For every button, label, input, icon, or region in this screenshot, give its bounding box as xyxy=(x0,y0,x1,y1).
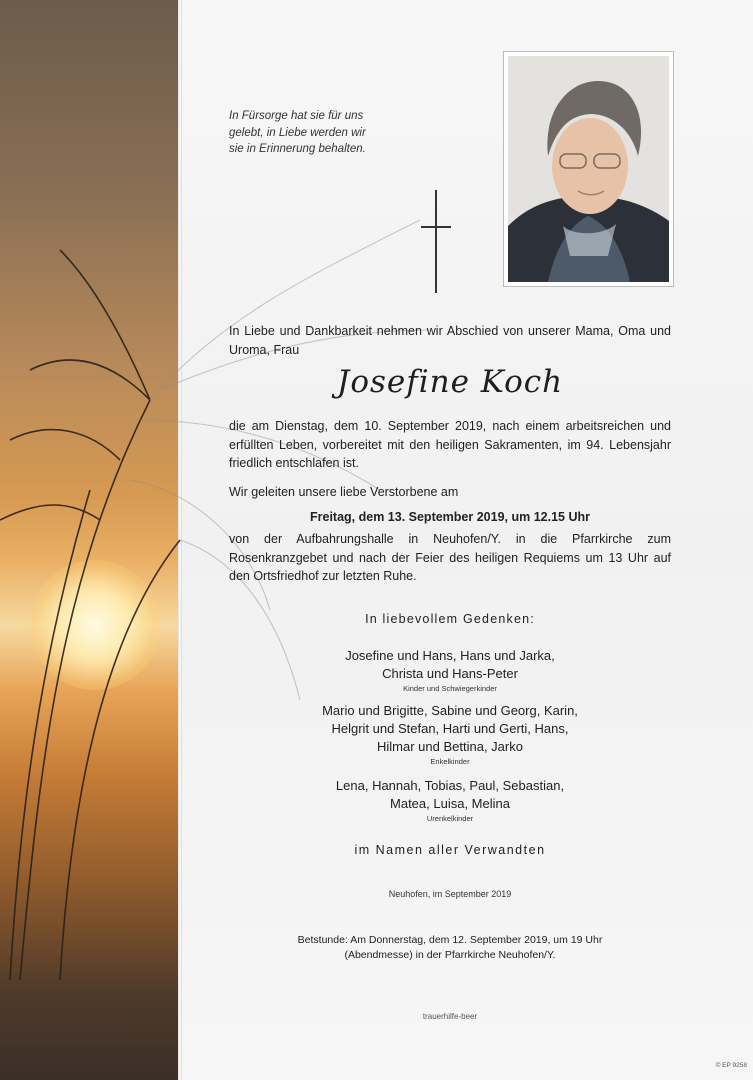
publisher-credit: trauerhilfe-beer xyxy=(422,1012,478,1021)
relatives-line: im Namen aller Verwandten xyxy=(354,843,546,857)
escort-text: Wir geleiten unsere liebe Verstorbene am xyxy=(229,485,459,499)
prayer-line: Betstunde: Am Donnerstag, dem 12. September 2019, um 19 Uhr xyxy=(297,934,603,946)
gedenken-heading: In liebevollem Gedenken: xyxy=(365,612,535,626)
family-group-children xyxy=(229,647,671,694)
deceased-name: Josefine Koch xyxy=(336,364,564,400)
relation-label: Enkelkinder xyxy=(430,757,470,766)
family-line: Mario und Brigitte, Sabine und Georg, Karin, xyxy=(322,703,578,718)
relation-label: Urenkelkinder xyxy=(426,814,474,823)
family-line: Christa und Hans-Peter xyxy=(382,666,518,681)
print-code: © EP 9258 xyxy=(715,1062,747,1069)
portrait-illustration xyxy=(508,56,669,282)
family-group-great-grandchildren xyxy=(229,777,671,824)
quote-line: gelebt, in Liebe werden wir xyxy=(229,126,366,139)
family-line: Josefine und Hans, Hans und Jarka, xyxy=(345,648,555,663)
quote-line: sie in Erinnerung behalten. xyxy=(229,143,366,155)
relation-label: Kinder und Schwiegerkinder xyxy=(403,684,497,693)
funeral-date: Freitag, dem 13. September 2019, um 12.15 Uhr xyxy=(310,510,590,524)
family-line: Lena, Hannah, Tobias, Paul, Sebastian, xyxy=(335,778,565,793)
cross-icon xyxy=(435,190,437,293)
memorial-quote xyxy=(229,108,399,158)
family-line: Matea, Luisa, Melina xyxy=(390,796,510,811)
portrait-frame xyxy=(503,51,674,287)
family-line: Helgrit und Stefan, Harti und Gerti, Hans, xyxy=(331,721,569,736)
family-line: Hilmar und Bettina, Jarko xyxy=(377,739,523,754)
quote-line: In Fürsorge hat sie für uns xyxy=(229,110,364,122)
prayer-service-info xyxy=(229,933,671,963)
procession-text: von der Aufbahrungshalle in Neuhofen/Y. in die Pfarrkirche zum Rosenkranzgebet und nach der Feier des heiligen Requiems um 13 Uhr auf den Ortsfriedhof zur letzten Ruhe. xyxy=(229,532,671,583)
portrait-photo xyxy=(508,56,669,282)
prayer-line: (Abendmesse) in der Pfarrkirche Neuhofen/Y. xyxy=(344,949,556,961)
place-date: Neuhofen, im September 2019 xyxy=(388,889,512,899)
intro-text: In Liebe und Dankbarkeit nehmen wir Abschied von unserer Mama, Oma und Uroma, Frau xyxy=(229,324,671,357)
family-group-grandchildren xyxy=(229,702,671,767)
death-details: die am Dienstag, dem 10. September 2019, nach einem arbeitsreichen und erfüllten Leben, vorbereitet mit den heiligen Sakramenten, im 94. Lebensjahr friedlich entschlafen ist. xyxy=(229,419,671,470)
cross-icon-bar xyxy=(421,226,451,228)
